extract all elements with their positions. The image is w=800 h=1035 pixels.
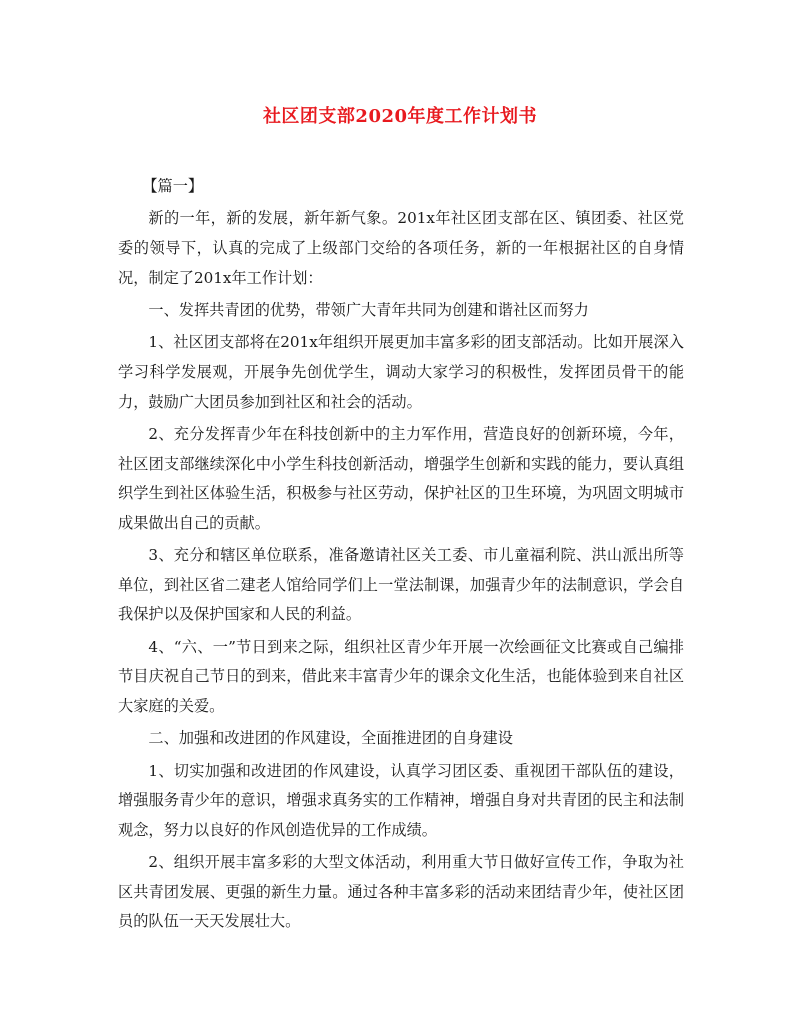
- document-body: [118, 172, 684, 940]
- section-label: 【篇一】: [142, 177, 204, 195]
- paragraph-item-2-1: 1、切实加强和改进团的作风建设，认真学习团区委、重视团干部队伍的建设，增强服务青少年的意识，增强求真务实的工作精神，增强自身对共青团的民主和法制观念，努力以良好的作风创造优异的工作成绩。: [118, 761, 684, 839]
- paragraph-item-1-1: 1、社区团支部将在201x年组织开展更加丰富多彩的团支部活动。比如开展深入学习科学发展观，开展争先创优学生，调动大家学习的积极性，发挥团员骨干的能力，鼓励广大团员参加到社区和社会的活动。: [118, 333, 684, 411]
- document-title: 社区团支部2020年度工作计划书: [262, 106, 538, 127]
- paragraph-item-1-4: 4、“六、一”节日到来之际，组织社区青少年开展一次绘画征文比赛或自己编排节目庆祝自己节日的到来，借此来丰富青少年的课余文化生活，也能体验到来自社区大家庭的关爱。: [118, 637, 684, 715]
- intro-paragraph: 新的一年，新的发展，新年新气象。201x年社区团支部在区、镇团委、社区党委的领导下，认真的完成了上级部门交给的各项任务，新的一年根据社区的自身情况，制定了201x年工作计划：: [118, 209, 684, 287]
- heading-part-two: 二、加强和改进团的作风建设，全面推进团的自身建设: [148, 729, 513, 748]
- paragraph-item-1-2: 2、充分发挥青少年在科技创新中的主力军作用，营造良好的创新环境，今年，社区团支部继续深化中小学生科技创新活动，增强学生创新和实践的能力，要认真组织学生到社区体验生活，积极参与社区劳动，保护社区的卫生环境，为巩固文明城市成果做出自己的贡献。: [118, 424, 684, 532]
- paragraph-item-2-2: 2、组织开展丰富多彩的大型文体活动，利用重大节日做好宣传工作，争取为社区共青团发展、更强的新生力量。通过各种丰富多彩的活动来团结青少年，使社区团员的队伍一天天发展壮大。: [118, 853, 684, 931]
- heading-part-one: 一、发挥共青团的优势，带领广大青年共同为创建和谐社区而努力: [148, 300, 589, 319]
- paragraph-item-1-3: 3、充分和辖区单位联系，准备邀请社区关工委、市儿童福利院、洪山派出所等单位，到社区省二建老人馆给同学们上一堂法制课，加强青少年的法制意识，学会自我保护以及保护国家和人民的利益。: [118, 546, 684, 624]
